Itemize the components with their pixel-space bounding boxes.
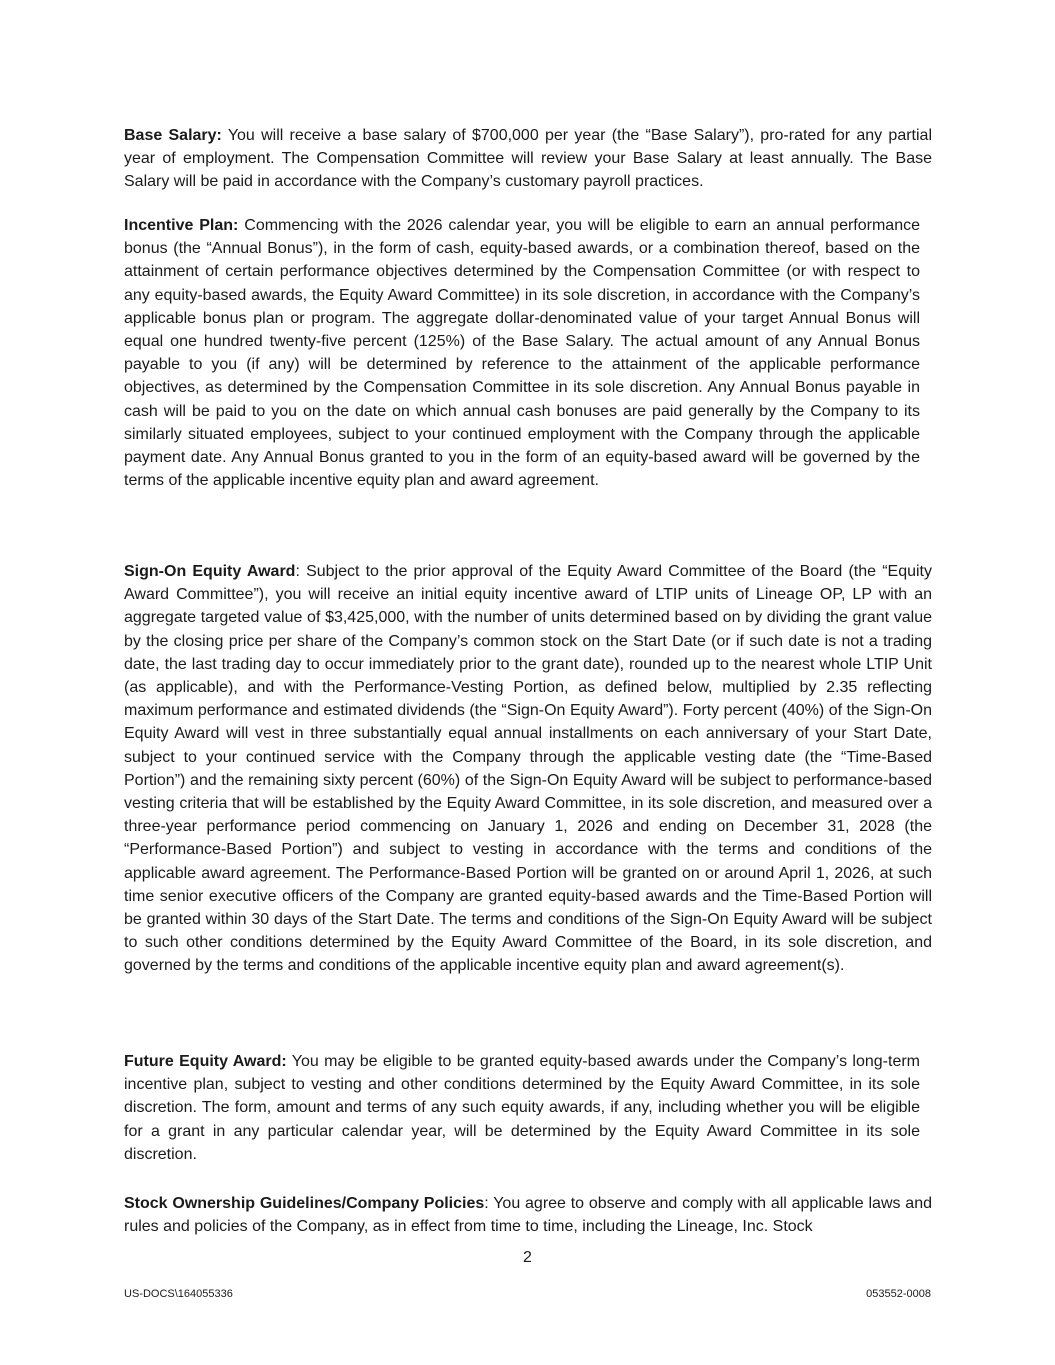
paragraph-text: Commencing with the 2026 calendar year, you will be eligible to earn an annual performance bonus (the “Annual Bonus”), in the form of cash, equity-based awards, or a combination thereof, based on the attainment of certain performance objectives determined by the Compensation Committee (or with respect to any equity-based awards, the Equity Award Committee) in its sole discretion, in accordance with the Company’s applicable bonus plan or program. The aggregate dollar-denominated value of your target Annual Bonus will equal one hundred twenty-five percent (125%) of the Base Salary. The actual amount of any Annual Bonus payable to you (if any) will be determined by reference to the attainment of the applicable performance objectives, as determined by the Compensation Committee in its sole discretion. Any Annual Bonus payable in cash will be paid to you on the date on which annual cash bonuses are paid generally by the Company to its similarly situated employees, subject to your continued employment with the Company through the applicable payment date. Any Annual Bonus granted to you in the form of an equity-based award will be governed by the terms of the applicable incentive equity plan and award agreement. [124,217,920,490]
paragraph-base-salary [124,124,932,194]
paragraph-future-equity-award [124,1050,920,1166]
paragraph-stock-ownership [124,1192,932,1238]
paragraph-incentive-plan [124,214,920,492]
page-number: 2 [523,1249,532,1266]
paragraph-heading: Sign-On Equity Award [124,563,296,580]
footer-doc-id: US-DOCS\164055336 [124,1288,233,1300]
paragraph-heading: Base Salary: [124,127,222,144]
paragraph-heading: Future Equity Award: [124,1053,287,1070]
footer-matter-number: 053552-0008 [866,1288,931,1300]
paragraph-text: : Subject to the prior approval of the Equity Award Committee of the Board (the “Equity Award Committee”), you will receive an initial equity incentive award of LTIP units of Lineage OP, LP with an aggregate targeted value of $3,425,000, with the number of units determined based on by dividing the grant value by the closing price per share of the Company’s common stock on the Start Date (or if such date is not a trading date, the last trading day to occur immediately prior to the grant date), rounded up to the nearest whole LTIP Unit (as applicable), and with the Performance-Vesting Portion, as defined below, multiplied by 2.35 reflecting maximum performance and estimated dividends (the “Sign-On Equity Award”). Forty percent (40%) of the Sign-On Equity Award will vest in three substantially equal annual installments on each anniversary of your Start Date, subject to your continued service with the Company through the applicable vesting date (the “Time-Based Portion”) and the remaining sixty percent (60%) of the Sign-On Equity Award will be subject to performance-based vesting criteria that will be established by the Equity Award Committee, in its sole discretion, and measured over a three-year performance period commencing on January 1, 2026 and ending on December 31, 2028 (the “Performance-Based Portion”) and subject to vesting in accordance with the terms and conditions of the applicable award agreement. The Performance-Based Portion will be granted on or around April 1, 2026, at such time senior executive officers of the Company are granted equity-based awards and the Time-Based Portion will be granted within 30 days of the Start Date. The terms and conditions of the Sign-On Equity Award will be subject to such other conditions determined by the Equity Award Committee of the Board, in its sole discretion, and governed by the terms and conditions of the applicable incentive equity plan and award agreement(s). [124,563,932,975]
paragraph-text: You may be eligible to be granted equity-based awards under the Company’s long-term incentive plan, subject to vesting and other conditions determined by the Equity Award Committee, in its sole discretion. The form, amount and terms of any such equity awards, if any, including whether you will be eligible for a grant in any particular calendar year, will be determined by the Equity Award Committee in its sole discretion. [124,1053,921,1163]
paragraph-heading: Incentive Plan: [124,217,239,234]
paragraph-sign-on-equity-award [124,560,932,978]
paragraph-text: You will receive a base salary of $700,000 per year (the “Base Salary”), pro-rated for any partial year of employment. The Compensation Committee will review your Base Salary at least annually. The Base Salary will be paid in accordance with the Company’s customary payroll practices. [124,127,933,191]
paragraph-heading: Stock Ownership Guidelines/Company Policies [124,1195,485,1212]
paragraph-text: : You agree to observe and comply with all applicable laws and rules and policies of the Company, as in effect from time to time, including the Lineage, Inc. Stock [124,1195,932,1236]
